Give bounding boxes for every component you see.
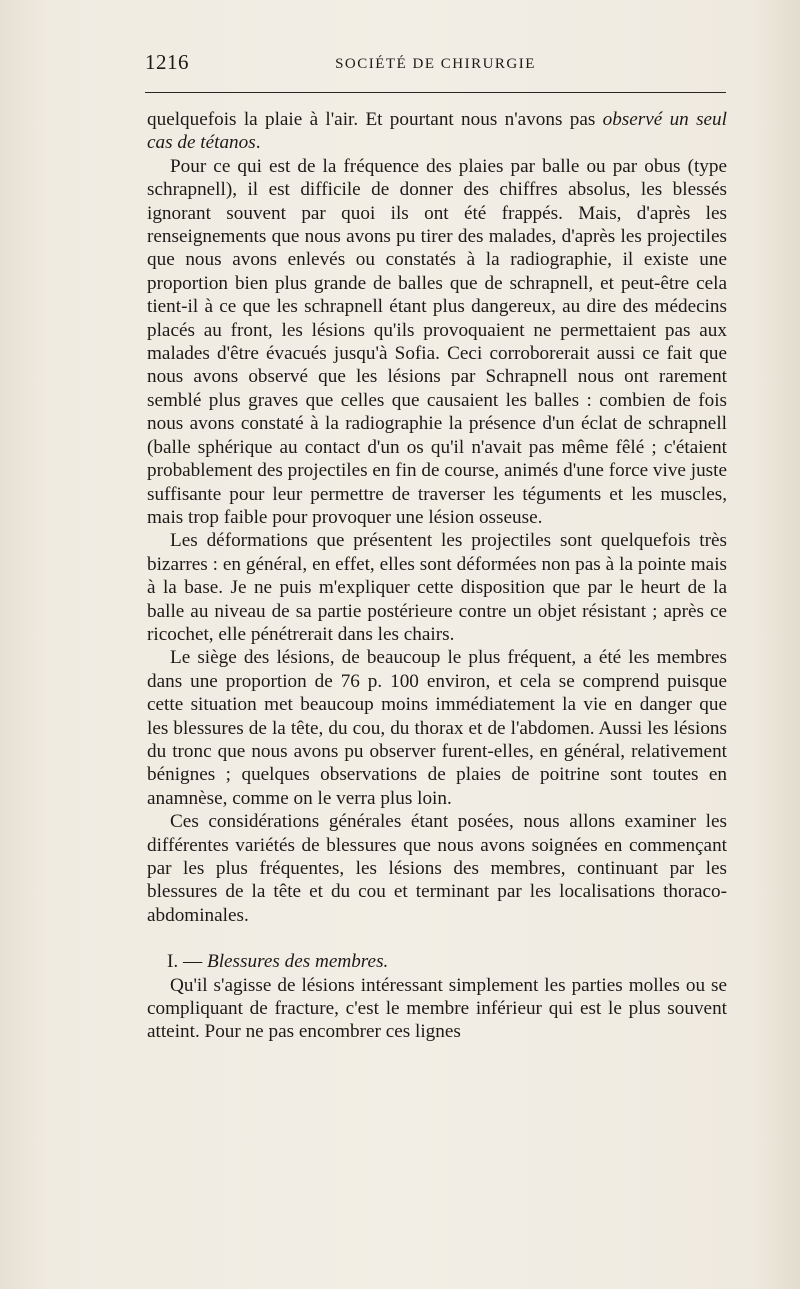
page-header	[145, 44, 726, 92]
body-text	[147, 108, 727, 1044]
paragraph-continuation	[147, 108, 727, 155]
section-number: I. —	[167, 951, 203, 973]
header-rule	[145, 92, 726, 93]
paragraph-deformations: Les déformations que présentent les projectiles sont quelquefois très bizarres : en général, en effet, elles sont déformées non pas à la pointe mais à la base. Je ne puis m'expliquer cette disposition que par le heurt de la balle au niveau de sa partie postérieure contre un objet résistant ; après ce ricochet, elle pénétrerait dans les chairs.	[147, 530, 727, 645]
running-title: SOCIÉTÉ DE CHIRURGIE	[335, 56, 536, 72]
paragraph-italic-text: observé un seul cas de tétanos	[147, 109, 727, 154]
paragraph-tail: .	[255, 132, 261, 154]
paragraph-considerations: Ces considérations générales étant posées, nous allons examiner les différentes variétés de blessures que nous avons soignées en commençant par les plus fréquentes, les lésions des membres, continuant par les blessures de la tête et du cou et terminant par les localisations thoraco-abdominales.	[147, 811, 727, 926]
paragraph-frequency: Pour ce qui est de la fréquence des plaies par balle ou par obus (type schrapnell), il est difficile de donner des chiffres absolus, les blessés ignorant souvent par quoi ils ont été frappés. Mais, d'après les renseignements que nous avons pu tirer des malades, d'après les projectiles que nous avons enlevés ou constatés à la radiographie, il existe une proportion bien plus grande de balles que de schrapnell, et peut-être cela tient-il à ce que les schrapnell étant plus dangereux, au dire des médecins placés au front, les lésions qu'ils provoquaient ne permettaient pas aux malades d'être évacués jusqu'à Sofia. Ceci corroborerait aussi ce fait que nous avons observé que les lésions par Schrapnell nous ont rarement semblé plus graves que celles que causaient les balles : combien de fois nous avons constaté à la radiographie la présence d'un éclat de schrapnell (balle sphérique au contact d'un os qu'il n'avait pas même fêlé ; c'étaient probablement des projectiles en fin de course, animés d'une force vive juste suffisante pour leur permettre de traverser les téguments et les muscles, mais trop faible pour provoquer une lésion osseuse.	[147, 155, 727, 528]
paragraph-lesion-sites: Le siège des lésions, de beaucoup le plus fréquent, a été les membres dans une proportion de 76 p. 100 environ, et cela se comprend puisque cette situation met beaucoup moins immédiatement la vie en danger que les blessures de la tête, du cou, du thorax et de l'abdomen. Aussi les lésions du tronc que nous avons pu observer furent-elles, en général, relativement bénignes ; quelques observations de plaies de poitrine sont toutes en anamnèse, comme on le verra plus loin.	[147, 647, 727, 809]
section-heading	[147, 950, 727, 973]
paragraph-limbs: Qu'il s'agisse de lésions intéressant simplement les parties molles ou se compliquant de fracture, c'est le membre inférieur qui est le plus souvent atteint. Pour ne pas encombrer ces lignes	[147, 974, 727, 1043]
section-title: Blessures des membres.	[206, 951, 389, 973]
paragraph-text: quelquefois la plaie à l'air. Et pourtant nous n'avons pas	[147, 109, 603, 130]
page-number: 1216	[145, 50, 189, 74]
